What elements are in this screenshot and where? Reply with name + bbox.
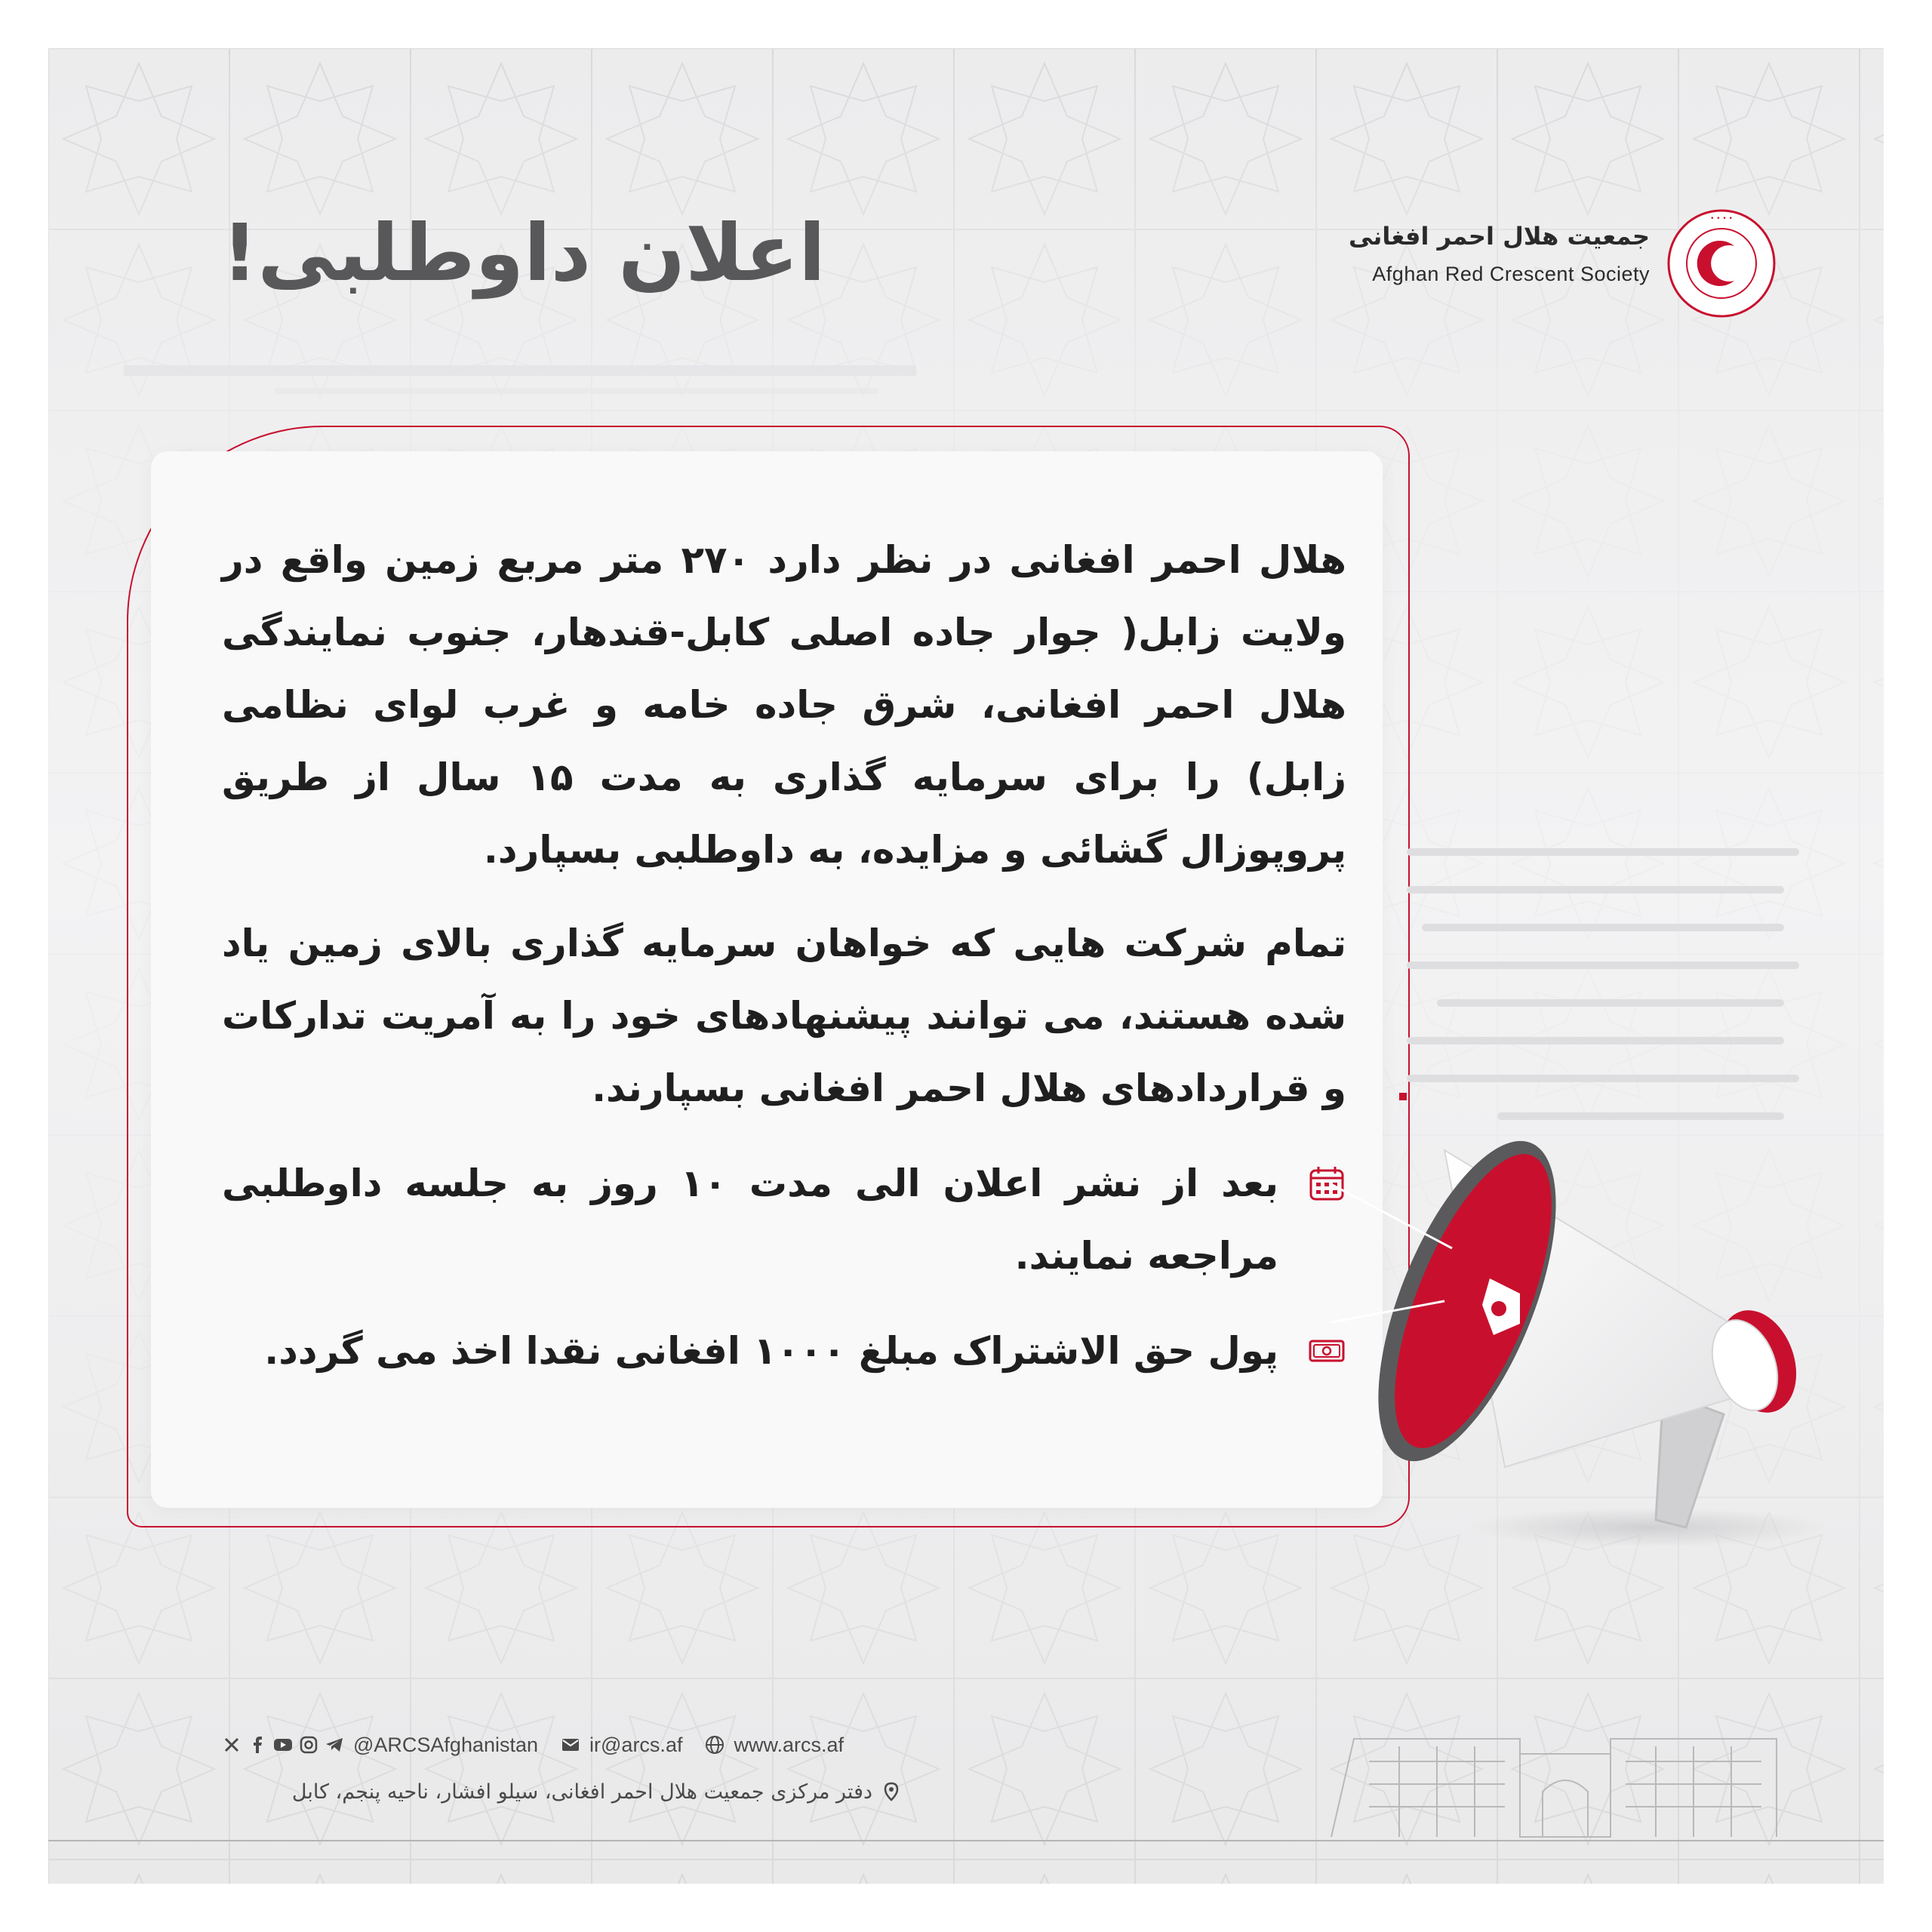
bullet-fee-text: پول حق الاشتراک مبلغ ۱۰۰۰ افغانی نقدا اخذ می گردد. (264, 1329, 1278, 1373)
globe-icon (705, 1735, 724, 1755)
x-icon[interactable] (222, 1735, 242, 1755)
social-links (222, 1734, 538, 1757)
page-title: اعلان داوطلبی! (222, 207, 826, 299)
address-row (222, 1775, 901, 1808)
location-pin-icon (881, 1782, 901, 1801)
website-link[interactable] (705, 1734, 844, 1757)
org-name-block (1349, 222, 1650, 286)
social-icons (222, 1735, 344, 1755)
org-name-fa: جمعیت هلال احمر افغانی (1349, 222, 1650, 251)
megaphone-illustration (1331, 1075, 1875, 1558)
social-handle[interactable]: @ARCSAfghanistan (353, 1733, 539, 1756)
youtube-icon[interactable] (273, 1735, 293, 1755)
email-text: ir@arcs.af (589, 1733, 683, 1756)
telegram-icon[interactable] (325, 1735, 344, 1755)
contact-row (222, 1728, 901, 1761)
poster-canvas (48, 48, 1884, 1884)
mail-icon (561, 1735, 580, 1755)
bullet-deadline-text: بعد از نشر اعلان الی مدت ۱۰ روز به جلسه داوطلبی مراجعه نمایند. (222, 1161, 1278, 1278)
bullet-deadline (222, 1147, 1346, 1292)
address-text: دفتر مرکزی جمعیت هلال احمر افغانی، سیلو افشار، ناحیه پنجم، کابل (291, 1780, 872, 1804)
bullet-fee (222, 1315, 1346, 1387)
paragraph-companies: تمام شرکت هایی که خواهان سرمایه گذاری بالای زمین یاد شده هستند، می توانند پیشنهادهای خود را به آمریت تدارکات و قراردادهای هلال احمر افغانی بسپارند. (222, 921, 1346, 1110)
red-crescent-emblem (1665, 207, 1778, 320)
footer-divider (48, 1840, 1884, 1841)
footer (222, 1728, 901, 1808)
building-illustration (1324, 1724, 1807, 1844)
website-text: www.arcs.af (734, 1733, 844, 1756)
org-name-en: Afghan Red Crescent Society (1372, 263, 1650, 285)
announcement-body (222, 524, 1346, 1387)
instagram-icon[interactable] (299, 1735, 318, 1755)
org-logo (1310, 207, 1778, 320)
email-link[interactable] (561, 1734, 682, 1757)
paragraph-land-offer: هلال احمر افغانی در نظر دارد ۲۷۰ متر مربع زمین واقع در ولایت زابل( جوار جاده اصلی کابل-قندهار، جنوب نمایندگی هلال احمر افغانی، شرق جاده خامه و غرب لوای نظامی زابل) را برای سرمایه گذاری به مدت ۱۵ سال از طریق پروپوزال گشائی و مزایده، به داوطلبی بسپارد. (222, 538, 1347, 872)
svg-text:• • • •: • • • • (1710, 215, 1733, 223)
facebook-icon[interactable] (248, 1735, 267, 1755)
